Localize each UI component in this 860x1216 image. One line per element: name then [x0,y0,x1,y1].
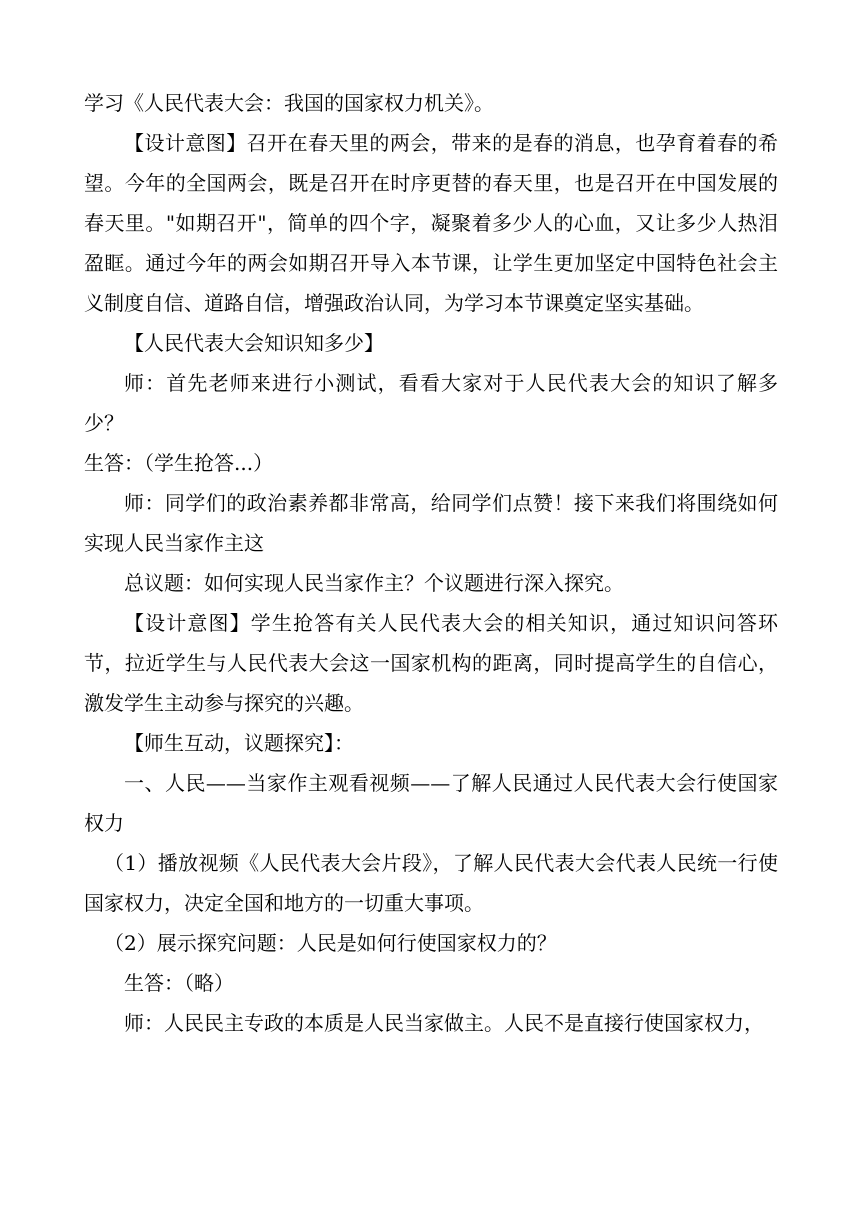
paragraph-student-answer-2: 生答：（略） [124,971,234,995]
paragraph-design-intent-2: 【设计意图】学生抢答有关人民代表大会的相关知识，通过知识问答环节，拉近学生与人民代表大会这一国家机构的距离，同时提高学生的自信心，激发学生主动参与探究的兴趣。 [84,611,778,715]
paragraph-teacher-explain: 师：人民民主专政的本质是人民当家做主。人民不是直接行使国家权力， [124,1011,764,1035]
paragraph-teacher-quiz: 师：首先老师来进行小测试，看看大家对于人民代表大会的知识了解多少？ [84,371,778,435]
section-heading-knowledge: 【人民代表大会知识知多少】 [124,331,384,355]
paragraph-design-intent-1: 【设计意图】召开在春天里的两会，带来的是春的消息，也孕育着春的希望。今年的全国两会，既是召开在时序更替的春天里，也是召开在中国发展的春天里。"如期召开"，简单的四个字，凝聚着多少人的心血，又让多少人热泪盈眶。通过今年的两会如期召开导入本节课，让学生更加坚定中国特色社会主义制度自信、道路自信，增强政治认同，为学习本节课奠定坚实基础。 [84,131,778,315]
paragraph-step-1: （1）播放视频《人民代表大会片段》，了解人民代表大会代表人民统一行使国家权力，决定全国和地方的一切重大事项。 [84,851,778,915]
paragraph-student-answer-1: 生答：（学生抢答...） [84,451,274,475]
paragraph-main-topic: 总议题：如何实现人民当家作主？个议题进行深入探究。 [124,571,624,595]
paragraph-step-2: （2）展示探究问题：人民是如何行使国家权力的？ [104,931,557,955]
paragraph-section-one: 一、人民——当家作主观看视频——了解人民通过人民代表大会行使国家权力 [84,771,778,835]
paragraph-intro: 学习《人民代表大会：我国的国家权力机关》。 [84,91,494,115]
section-heading-interaction: 【师生互动，议题探究】： [124,731,354,755]
document-body [84,83,778,1043]
paragraph-teacher-praise: 师：同学们的政治素养都非常高，给同学们点赞！接下来我们将围绕如何实现人民当家作主这 [84,491,778,555]
